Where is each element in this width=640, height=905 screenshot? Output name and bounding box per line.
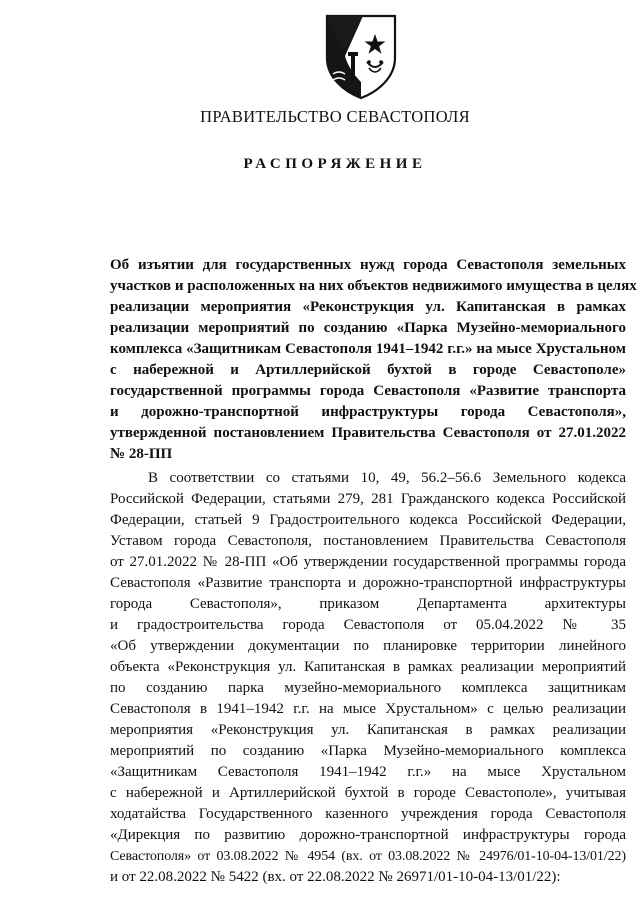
body-line: Федерации, статьей 9 Градостроительного кодекса Российской Федерации, xyxy=(110,512,626,528)
body-line: по созданию парка музейно-мемориального комплекса защитникам xyxy=(110,680,626,696)
body-line: города Севастополя», приказом Департамента архитектуры xyxy=(110,596,626,612)
body-line: Уставом города Севастополя, постановлением Правительства Севастополя xyxy=(110,533,626,549)
body-line: объекта «Реконструкция ул. Капитанская в рамках реализации мероприятий xyxy=(110,659,626,675)
body-line: мероприятия «Реконструкция ул. Капитанская в рамках реализации xyxy=(110,722,626,738)
title-line: комплекса «Защитникам Севастополя 1941–1942 г.г.» на мысе Хрустальном xyxy=(110,341,626,357)
body-line: Севастополя в 1941–1942 г.г. на мысе Хрустальном» с целью реализации xyxy=(110,701,626,717)
title-line: № 28-ПП xyxy=(110,446,173,462)
document-type: РАСПОРЯЖЕНИЕ xyxy=(243,156,427,172)
body-line: с набережной и Артиллерийской бухтой в городе Севастополе», учитывая xyxy=(110,785,626,801)
title-line: участков и расположенных на них объектов недвижимого имущества в целях xyxy=(110,278,637,294)
title-line: с набережной и Артиллерийской бухтой в городе Севастополе» xyxy=(110,362,626,378)
title-line: государственной программы города Севастополя «Развитие транспорта xyxy=(110,383,626,399)
title-line: и дорожно-транспортной инфраструктуры города Севастополя», xyxy=(110,404,626,420)
government-name: ПРАВИТЕЛЬСТВО СЕВАСТОПОЛЯ xyxy=(200,107,470,126)
title-line: Об изъятии для государственных нужд города Севастополя земельных xyxy=(110,257,626,273)
body-line: Севастополя «Развитие транспорта и дорожно-транспортной инфраструктуры xyxy=(110,575,626,591)
body-line: ходатайства Государственного казенного учреждения города Севастополя xyxy=(110,806,626,822)
title-line: реализации мероприятия «Реконструкция ул. Капитанская в рамках xyxy=(110,299,626,315)
body-line: В соответствии со статьями 10, 49, 56.2–56.6 Земельного кодекса xyxy=(148,470,626,486)
title-line: утвержденной постановлением Правительства Севастополя от 27.01.2022 xyxy=(110,425,626,441)
body-line: «Об утверждении документации по планировке территории линейного xyxy=(110,638,626,654)
body-line: мероприятий по созданию «Парка Музейно-мемориального комплекса xyxy=(110,743,626,759)
body-line: «Дирекция по развитию дорожно-транспортной инфраструктуры города xyxy=(110,827,626,843)
body-line: Севастополя» от 03.08.2022 № 4954 (вх. от 03.08.2022 № 24976/01-10-04-13/01/22) xyxy=(110,849,626,864)
body-line: от 27.01.2022 № 28-ПП «Об утверждении государственной программы города xyxy=(110,554,626,570)
body-line: и градостроительства города Севастополя от 05.04.2022 № 35 xyxy=(110,617,626,633)
body-line: и от 22.08.2022 № 5422 (вх. от 22.08.2022 № 26971/01-10-04-13/01/22): xyxy=(110,869,561,885)
sevastopol-coat-of-arms-icon xyxy=(323,12,399,100)
body-line: «Защитникам Севастополя 1941–1942 г.г.» на мысе Хрустальном xyxy=(110,764,626,780)
title-line: реализации мероприятий по созданию «Парка Музейно-мемориального xyxy=(110,320,626,336)
body-line: Российской Федерации, статьями 279, 281 Гражданского кодекса Российской xyxy=(110,491,626,507)
